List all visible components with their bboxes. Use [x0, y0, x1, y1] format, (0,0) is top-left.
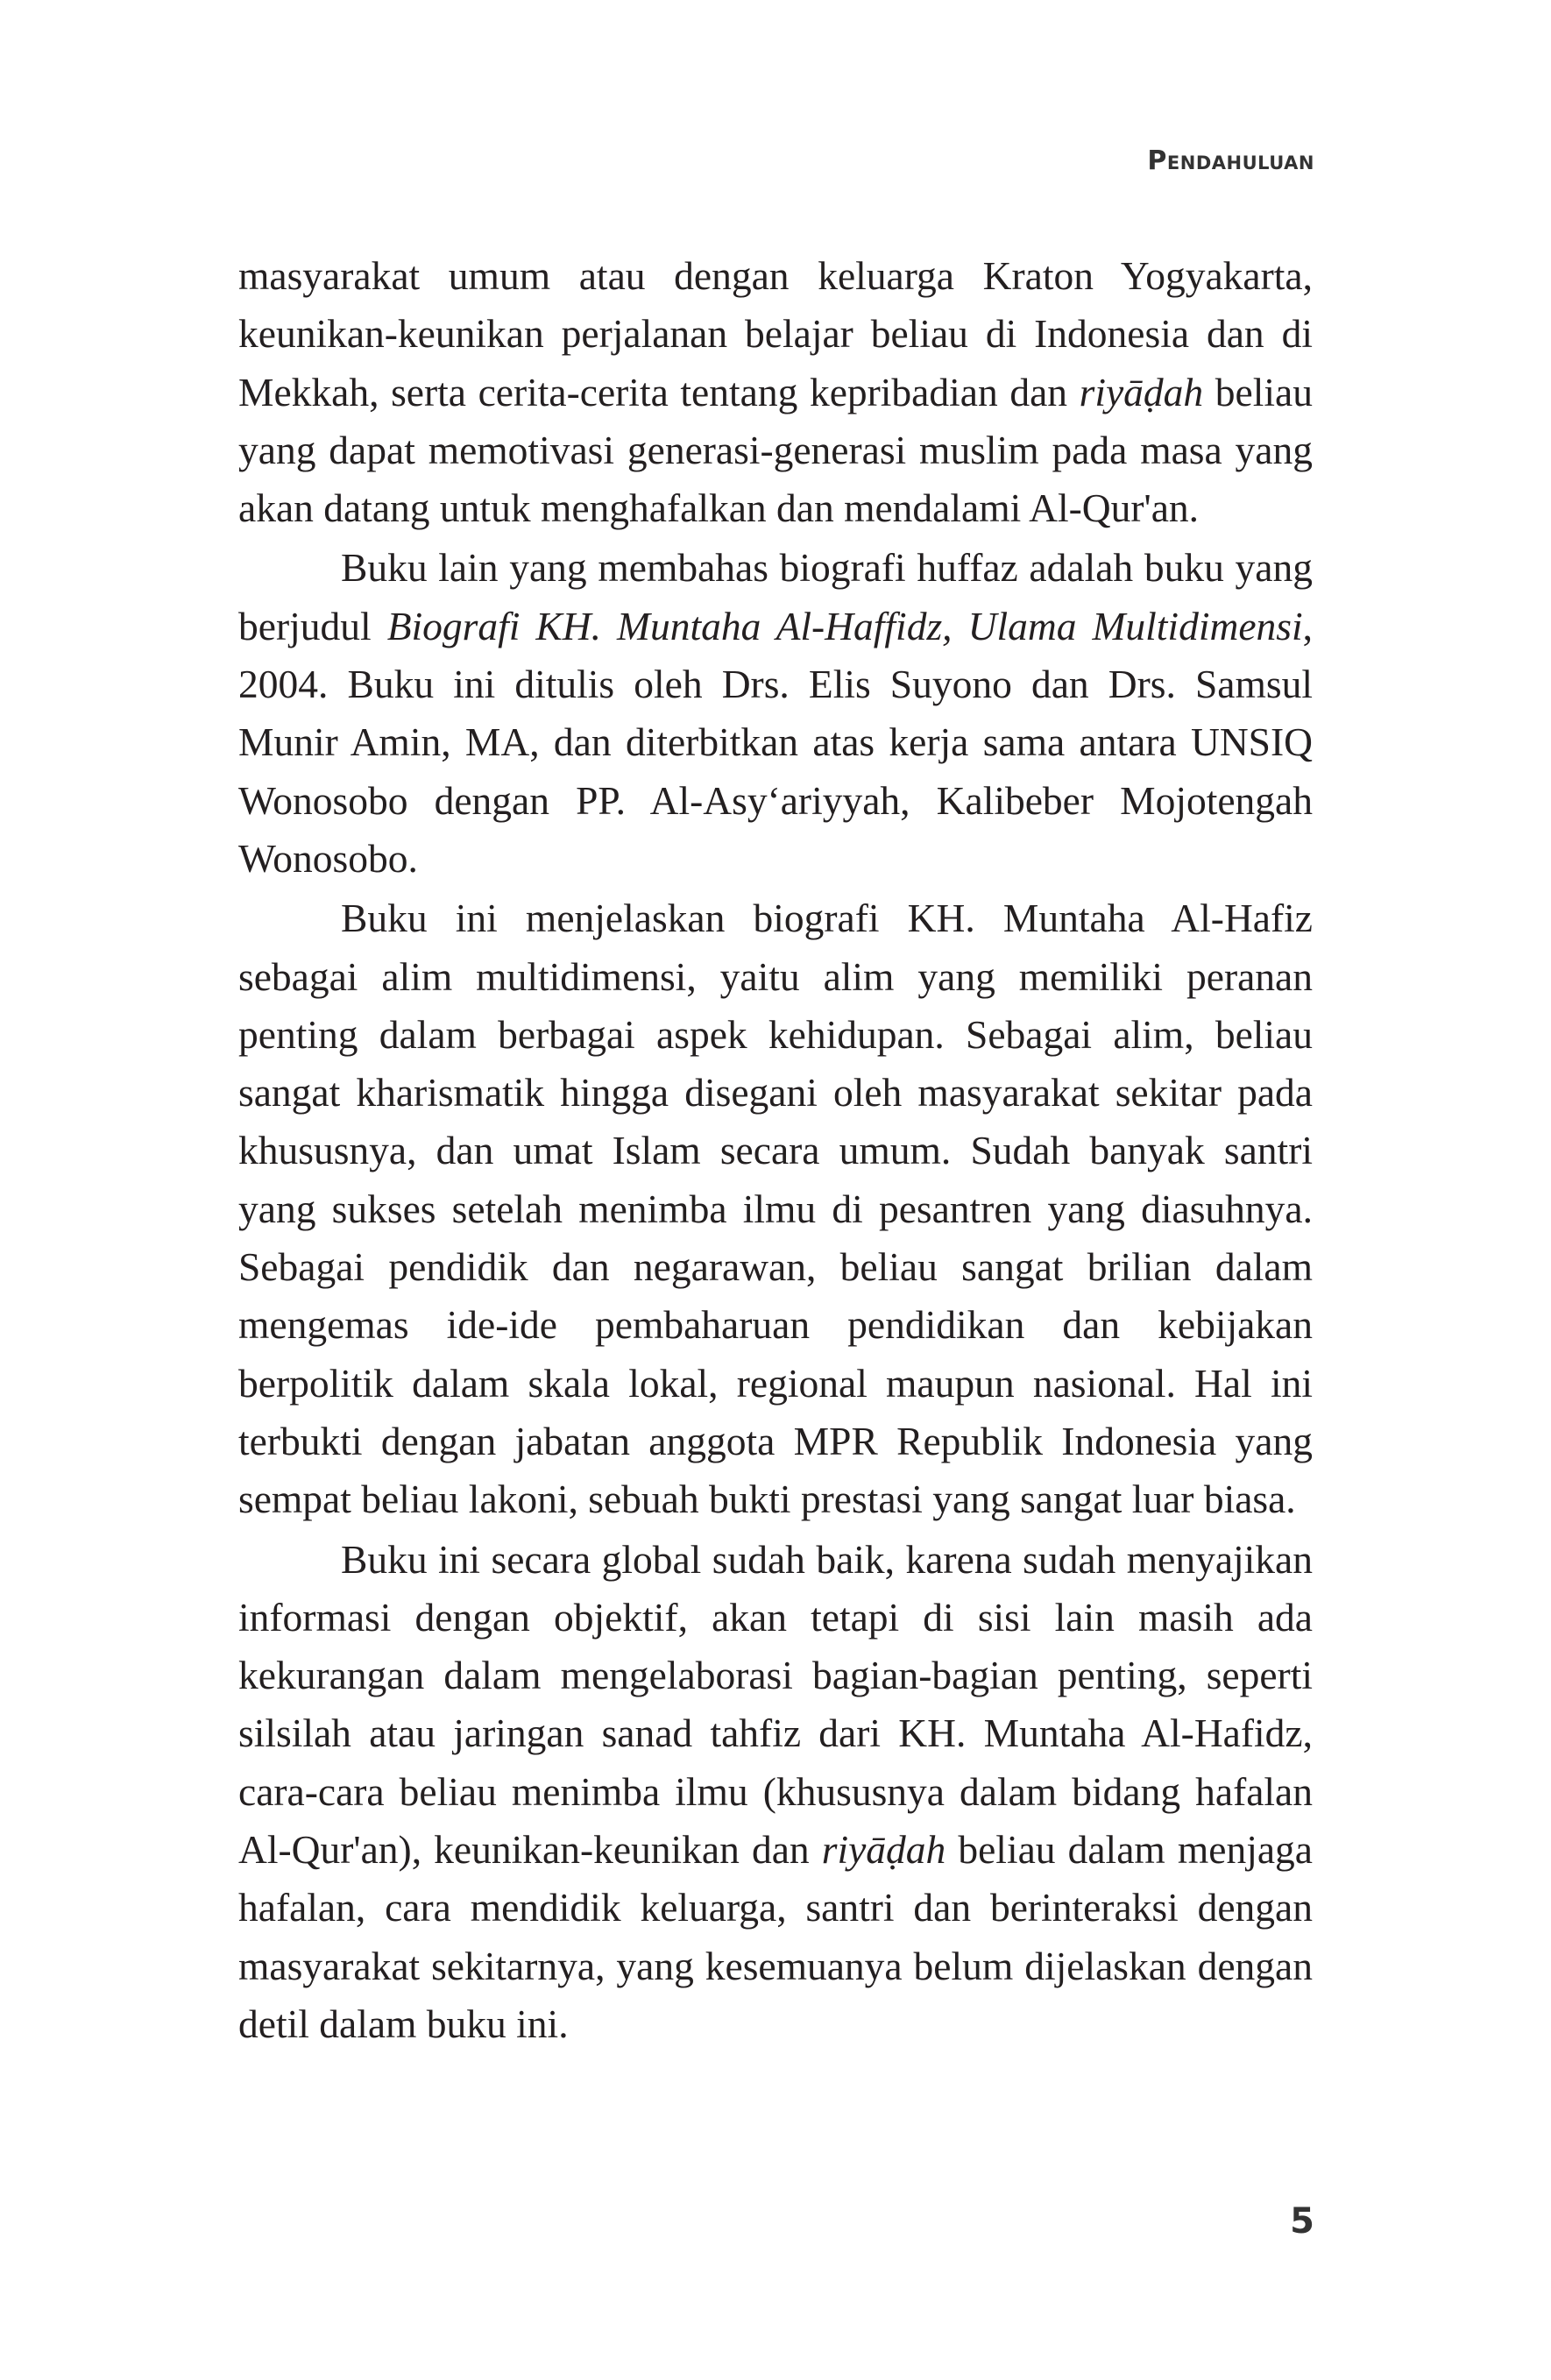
paragraph-4-term-riyadah: riyāḍah	[821, 1827, 946, 1873]
paragraph-2	[238, 539, 1313, 888]
body-text	[238, 247, 1313, 2053]
paragraph-1-term-riyadah: riyāḍah	[1079, 369, 1204, 414]
paragraph-3	[238, 889, 1313, 1528]
paragraph-4-text-b: beliau dalam menjaga hafalan, cara mendidik keluarga, santri dan berinteraksi dengan masyarakat sekitarnya, yang kesemuanya belum dijelaskan dengan detil dalam buku ini.	[238, 1827, 1313, 2046]
page-number: 5	[1290, 2201, 1314, 2242]
paragraph-2-text-b: , 2004. Buku ini ditulis oleh Drs. Elis Suyono dan Drs. Samsul Munir Amin, MA, dan diterbitkan atas kerja sama antara UNSIQ Wonosobo dengan PP. Al-Asy‘ariyyah, Kalibeber Mojotengah Wonosobo.	[238, 603, 1313, 881]
paragraph-4	[238, 1531, 1313, 2054]
paragraph-1-text-b: beliau yang dapat memotivasi generasi-generasi muslim pada masa yang akan datang untuk menghafalkan dan mendalami Al-Qur'an.	[238, 369, 1313, 531]
paragraph-1	[238, 247, 1313, 537]
running-head: Pendahuluan	[1147, 145, 1314, 176]
paragraph-2-book-title: Biografi KH. Muntaha Al-Haffidz, Ulama Multidimensi	[386, 603, 1303, 648]
paragraph-1-text-a: masyarakat umum atau dengan keluarga Kraton Yogyakarta, keunikan-keunikan perjalanan belajar beliau di Indonesia dan di Mekkah, serta cerita-cerita tentang kepribadian dan	[238, 253, 1313, 414]
paragraph-3-text: Buku ini menjelaskan biografi KH. Muntaha Al-Hafiz sebagai alim multidimensi, yaitu alim yang memiliki peranan penting dalam berbagai aspek kehidupan. Sebagai alim, beliau sangat kharismatik hingga disegani oleh masyarakat sekitar pada khususnya, dan umat Islam secara umum. Sudah banyak santri yang sukses setelah menimba ilmu di pesantren yang diasuhnya. Sebagai pendidik dan negarawan, beliau sangat brilian dalam mengemas ide-ide pembaharuan pendidikan dan kebijakan berpolitik dalam skala lokal, regional maupun nasional. Hal ini terbukti dengan jabatan anggota MPR Republik Indonesia yang sempat beliau lakoni, sebuah bukti prestasi yang sangat luar biasa.	[238, 896, 1313, 1522]
paragraph-2-text-a: Buku lain yang membahas biografi huffaz adalah buku yang berjudul	[238, 545, 1313, 648]
paragraph-4-text-a: Buku ini secara global sudah baik, karena sudah menyajikan informasi dengan objektif, akan tetapi di sisi lain masih ada kekurangan dalam mengelaborasi bagian-bagian penting, seperti silsilah atau jaringan sanad tahfiz dari KH. Muntaha Al-Hafidz, cara-cara beliau menimba ilmu (khususnya dalam bidang hafalan Al-Qur'an), keunikan-keunikan dan	[238, 1536, 1313, 1873]
